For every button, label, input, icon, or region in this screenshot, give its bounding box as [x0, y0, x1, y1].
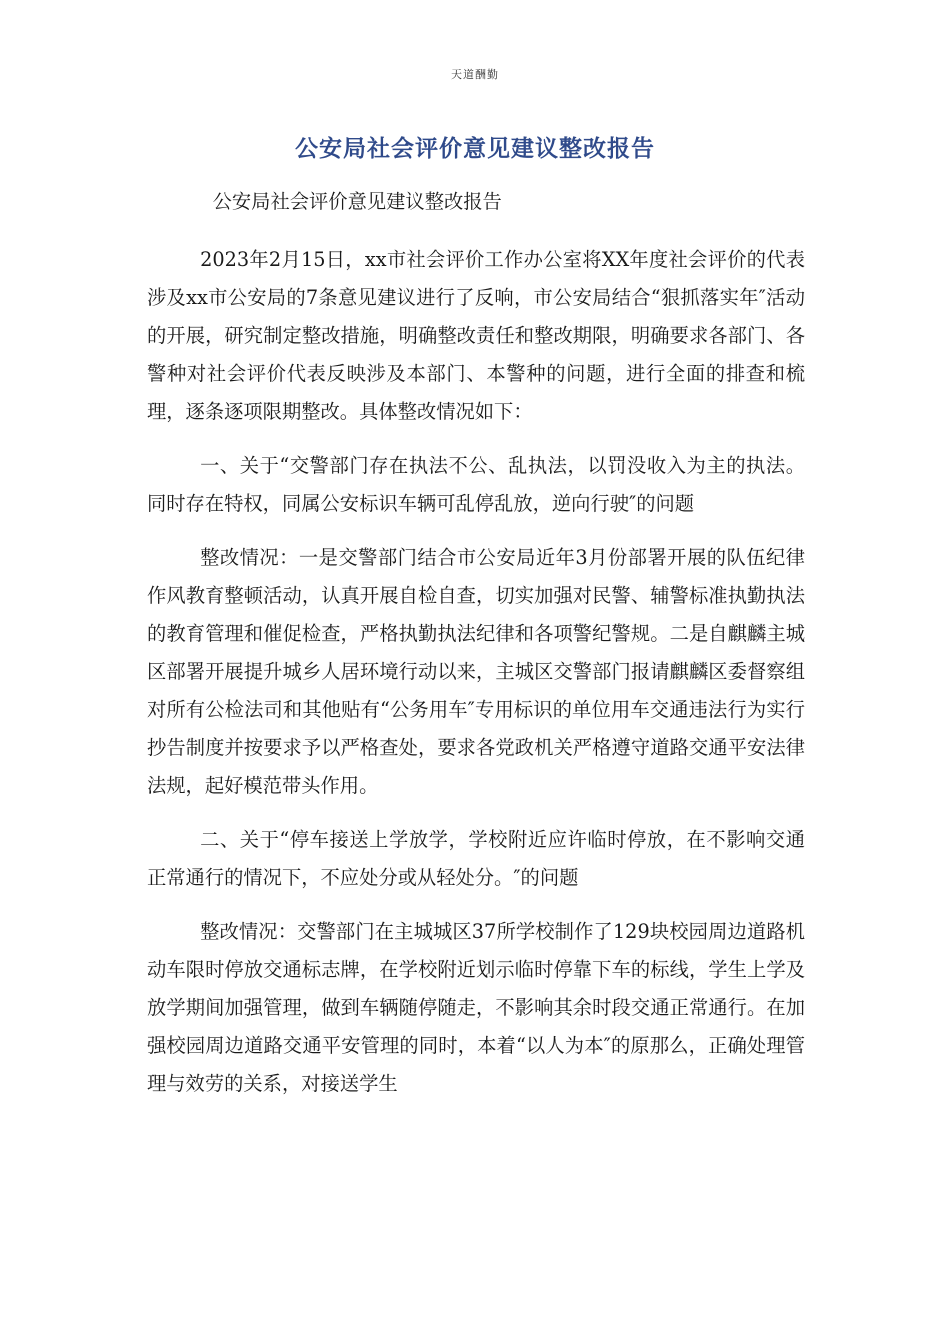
- document-subtitle: 公安局社会评价意见建议整改报告: [212, 190, 502, 213]
- paragraph-rectification-2: 整改情况：交警部门在主城城区37所学校制作了129块校园周边道路机动车限时停放交通标志牌，在学校附近划示临时停靠下车的标线，学生上学及放学期间加强管理，做到车辆随停随走，不影响其余时段交通正常通行。在加强校园周边道路交通平安管理的同时，本着“以人为本″的原那么，正确处理管理与效劳的关系，对接送学生: [147, 920, 805, 1095]
- paragraph-issue-1: 一、关于“交警部门存在执法不公、乱执法，以罚没收入为主的执法。同时存在特权，同属公安标识车辆可乱停乱放，逆向行驶″的问题: [147, 454, 805, 515]
- paragraph-rectification-1: 整改情况：一是交警部门结合市公安局近年3月份部署开展的队伍纪律作风教育整顿活动，认真开展自检自查，切实加强对民警、辅警标准执勤执法的教育管理和催促检查，严格执勤执法纪律和各项警纪警规。二是自麒麟主城区部署开展提升城乡人居环境行动以来，主城区交警部门报请麒麟区委督察组对所有公检法司和其他贴有“公务用车″专用标识的单位用车交通违法行为实行抄告制度并按要求予以严格查处，要求各党政机关严格遵守道路交通平安法律法规，起好模范带头作用。: [147, 546, 805, 797]
- document-body: [147, 183, 805, 1103]
- page-header: 天道酬勤: [451, 68, 499, 81]
- document-title: 公安局社会评价意见建议整改报告: [295, 136, 655, 162]
- paragraph-issue-2: 二、关于“停车接送上学放学，学校附近应许临时停放，在不影响交通正常通行的情况下，不应处分或从轻处分。″的问题: [147, 828, 805, 889]
- paragraph-intro: 2023年2月15日，xx市社会评价工作办公室将XX年度社会评价的代表涉及xx市公安局的7条意见建议进行了反响，市公安局结合“狠抓落实年″活动的开展，研究制定整改措施，明确整改责任和整改期限，明确要求各部门、各警种对社会评价代表反映涉及本部门、本警种的问题，进行全面的排查和梳理，逐条逐项限期整改。具体整改情况如下：: [147, 248, 805, 423]
